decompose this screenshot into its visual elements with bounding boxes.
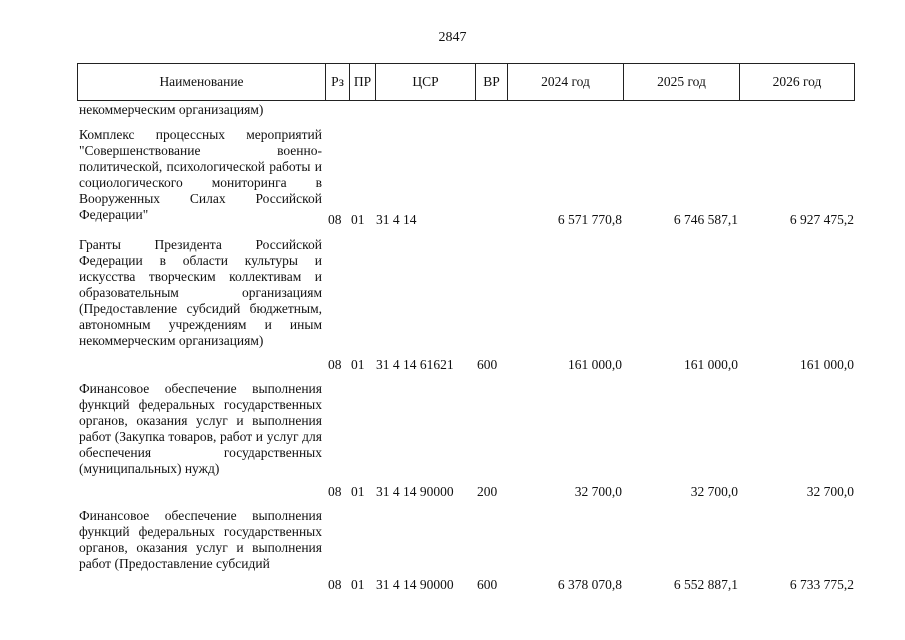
continuation-text: некоммерческим организациям) (79, 102, 264, 117)
row-pr: 01 (351, 484, 365, 499)
header-name: Наименование (78, 64, 326, 100)
row-2025: 6 552 887,1 (673, 577, 738, 592)
row-2026: 6 733 775,2 (789, 577, 854, 592)
header-pr: ПР (350, 64, 376, 100)
header-2026: 2026 год (772, 74, 822, 89)
row-2025: 6 746 587,1 (673, 212, 738, 227)
page-number: 2847 (438, 30, 467, 45)
header-vr: ВР (476, 64, 508, 100)
row-vr: 600 (477, 577, 498, 592)
header-2024: 2024 год (508, 64, 624, 100)
row-2025: 32 700,0 (690, 484, 738, 499)
row-vr: 200 (477, 484, 498, 499)
row-2024: 6 378 070,8 (557, 577, 622, 592)
row-rz: 08 (328, 484, 342, 499)
row-2024: 6 571 770,8 (557, 212, 622, 227)
row-name: Финансовое обеспечение выполнения функций федеральных государственных органов, оказания услуг и выполнения работ (Закупка товаров, работ и услуг для обеспечения государственных (муниципальных) нужд) (79, 381, 322, 476)
row-2026: 32 700,0 (806, 484, 854, 499)
row-2026: 6 927 475,2 (789, 212, 854, 227)
header-2025: 2025 год (624, 64, 740, 100)
row-2024: 32 700,0 (574, 484, 622, 499)
row-pr: 01 (351, 357, 365, 372)
header-rz: Рз (326, 64, 350, 100)
row-vr: 600 (477, 357, 498, 372)
row-rz: 08 (328, 577, 342, 592)
row-name: Гранты Президента Российской Федерации в области культуры и искусства творческим коллективам и образовательным организациям (Предоставление субсидий бюджетным, автономным учреждениям и иным некоммерческим организациям) (79, 237, 322, 348)
row-csr: 31 4 14 61621 (376, 357, 454, 372)
row-2026: 161 000,0 (800, 357, 854, 372)
row-pr: 01 (351, 577, 365, 592)
header-csr: ЦСР (376, 64, 476, 100)
row-rz: 08 (328, 212, 342, 227)
row-csr: 31 4 14 (376, 212, 417, 227)
row-2025: 161 000,0 (684, 357, 738, 372)
row-name: Комплекс процессных мероприятий "Совершенствование военно-политической, психологической работы и социологического мониторинга в Вооруженных Силах Российской Федерации" (79, 127, 322, 222)
row-csr: 31 4 14 90000 (376, 577, 454, 592)
row-2024: 161 000,0 (568, 357, 622, 372)
table-header (77, 63, 855, 101)
row-rz: 08 (328, 357, 342, 372)
row-csr: 31 4 14 90000 (376, 484, 454, 499)
row-name: Финансовое обеспечение выполнения функций федеральных государственных органов, оказания услуг и выполнения работ (Предоставление субсидий (79, 508, 322, 571)
row-pr: 01 (351, 212, 365, 227)
